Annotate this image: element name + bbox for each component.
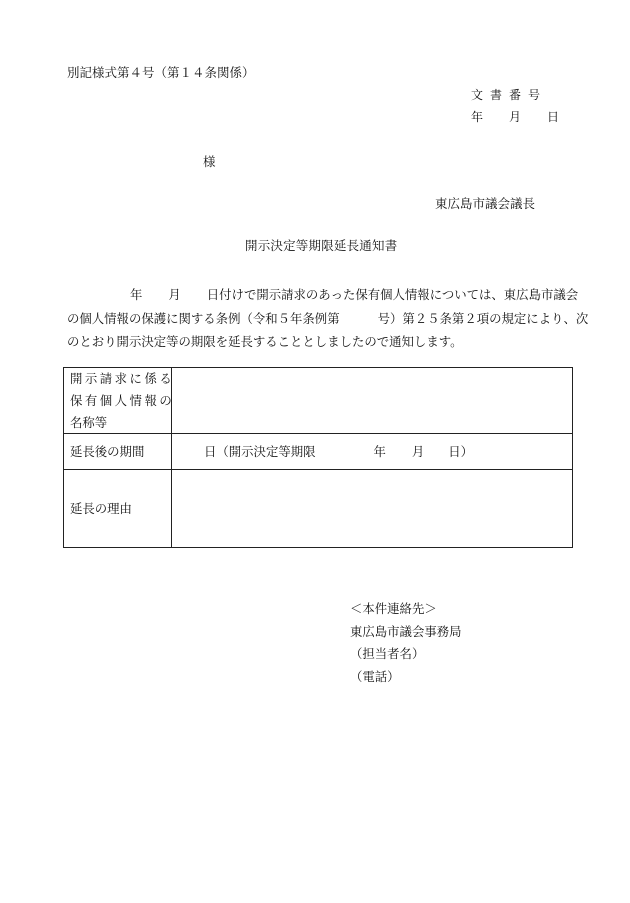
row2-value <box>204 441 473 463</box>
body-line-2 <box>67 307 589 331</box>
contact-block <box>350 598 462 688</box>
table-row-extended-period <box>64 433 572 470</box>
body-line-2b: 号）第２５条第２項の規定により、次 <box>377 310 589 326</box>
row2-days: 日（開示決定等期限 <box>204 444 316 459</box>
body-line-3: のとおり開示決定等の期限を延長することとしましたので通知します。 <box>67 334 463 349</box>
date-month-label: 月 <box>509 110 522 124</box>
body-year: 年 <box>130 287 143 302</box>
row2-year: 年 <box>373 444 386 459</box>
row1-label-line3: 名称等 <box>70 415 108 430</box>
sender-name: 東広島市議会議長 <box>435 196 536 211</box>
contact-office: 東広島市議会事務局 <box>350 623 462 639</box>
body-line-2a: の個人情報の保護に関する条例（令和５年条例第 <box>67 310 340 326</box>
row3-label: 延長の理由 <box>70 501 132 516</box>
body-line-1 <box>67 283 582 307</box>
notice-body <box>67 283 589 354</box>
row2-day: 日） <box>448 444 474 459</box>
document-title: 開示決定等期限延長通知書 <box>245 238 398 253</box>
date-year-label: 年 <box>471 110 484 124</box>
info-table <box>63 367 573 548</box>
contact-person: （担当者名） <box>350 646 425 661</box>
row1-label-line1: 開示請求に係る <box>70 371 175 386</box>
row1-label <box>70 368 174 434</box>
body-month: 月 <box>168 287 181 302</box>
date-line <box>471 111 559 123</box>
date-day-label: 日 <box>547 110 560 124</box>
contact-heading: ＜本件連絡先＞ <box>350 601 437 616</box>
contact-phone: （電話） <box>350 668 400 684</box>
row2-label: 延長後の期間 <box>70 444 145 459</box>
row1-label-line2: 保有個人情報の <box>70 393 175 408</box>
recipient-honorific: 様 <box>203 154 216 169</box>
form-label: 別記様式第４号（第１４条関係） <box>67 65 255 80</box>
document-number-label: 文書番号 <box>471 88 548 102</box>
body-line-1-text: 日付けで開示請求のあった保有個人情報については、東広島市議会 <box>206 287 579 302</box>
row2-month: 月 <box>411 444 425 459</box>
table-row-reason <box>64 469 572 549</box>
